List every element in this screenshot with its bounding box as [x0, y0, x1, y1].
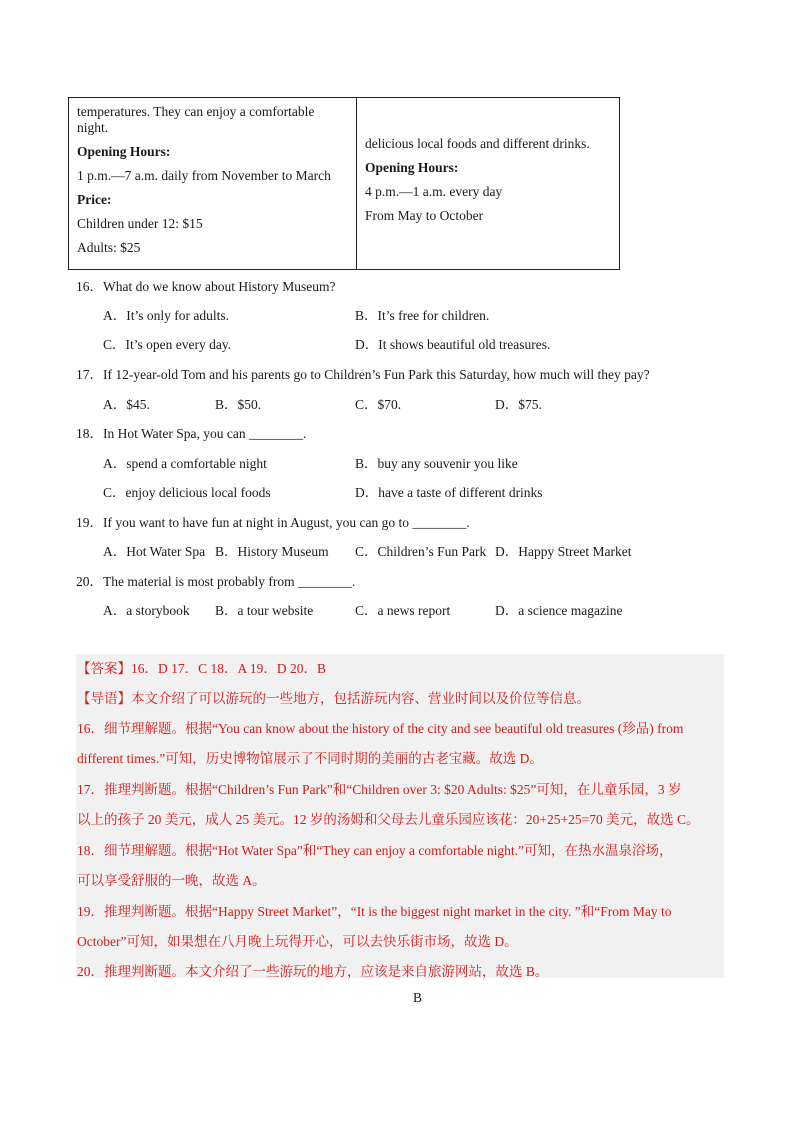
option-18b: B．buy any souvenir you like: [355, 456, 518, 471]
option-20a: A．a storybook: [103, 603, 190, 618]
option-19b: B．History Museum: [215, 544, 329, 559]
opening-hours: 1 p.m.—7 a.m. daily from November to March: [77, 168, 331, 183]
guide-text: 【导语】本文介绍了可以游玩的一些地方，包括游玩内容、营业时间以及价位等信息。: [77, 691, 590, 706]
explanation-18-line1: 18．细节理解题。根据“Hot Water Spa”和“They can enjoy a comfortable night.”可知，在热水温泉浴场，: [77, 843, 673, 858]
explanation-16-line1: 16．细节理解题。根据“You can know about the history of the city and see beautiful old treasures (珍品) from: [77, 721, 684, 736]
section-label: B: [413, 990, 423, 1005]
explanation-17-line1: 17．推理判断题。根据“Children’s Fun Park”和“Children over 3: $20 Adults: $25”可知，在儿童乐园，3 岁: [77, 782, 682, 797]
explanation-19-line1: 19．推理判断题。根据“Happy Street Market”，“It is the biggest night market in the city. ”和“From May to: [77, 904, 672, 919]
option-17c: C．$70.: [355, 397, 402, 412]
season: From May to October: [365, 208, 484, 223]
info-table: [68, 97, 620, 270]
price-adults: Adults: $25: [77, 240, 141, 255]
option-20b: B．a tour website: [215, 603, 314, 618]
option-19c: C．Children’s Fun Park: [355, 544, 487, 559]
opening-hours-label: Opening Hours:: [365, 160, 459, 175]
option-20d: D．a science magazine: [495, 603, 623, 618]
question-18: 18．In Hot Water Spa, you can ________.: [76, 426, 307, 441]
option-20c: C．a news report: [355, 603, 451, 618]
option-19a: A．Hot Water Spa: [103, 544, 206, 559]
table-text: night.: [77, 120, 109, 135]
option-16c: C．It’s open every day.: [103, 337, 232, 352]
option-18d: D．have a taste of different drinks: [355, 485, 543, 500]
opening-hours-label: Opening Hours:: [77, 144, 171, 159]
option-19d: D．Happy Street Market: [495, 544, 632, 559]
table-text: delicious local foods and different drinks.: [365, 136, 590, 151]
option-17b: B．$50.: [215, 397, 262, 412]
question-16: 16．What do we know about History Museum?: [76, 279, 336, 294]
question-17: 17．If 12-year-old Tom and his parents go to Children’s Fun Park this Saturday, how much will they pay?: [76, 367, 650, 382]
table-cell-happy-street-market: [357, 98, 619, 269]
option-18c: C．enjoy delicious local foods: [103, 485, 271, 500]
explanation-19-line2: October”可知，如果想在八月晚上玩得开心，可以去快乐街市场，故选 D。: [77, 934, 518, 949]
explanation-17-line2: 以上的孩子 20 美元，成人 25 美元。12 岁的汤姆和父母去儿童乐园应该花：20+25+25=70 美元，故选 C。: [77, 812, 700, 827]
table-text: temperatures. They can enjoy a comfortable: [77, 104, 315, 119]
option-17a: A．$45.: [103, 397, 150, 412]
price-children: Children under 12: $15: [77, 216, 203, 231]
explanation-16-line2: different times.”可知，历史博物馆展示了不同时期的美丽的古老宝藏。故选 D。: [77, 751, 543, 766]
question-19: 19．If you want to have fun at night in August, you can go to ________.: [76, 515, 470, 530]
option-16a: A．It’s only for adults.: [103, 308, 229, 323]
answer-key: 【答案】16．D 17．C 18．A 19．D 20．B: [77, 661, 327, 676]
option-17d: D．$75.: [495, 397, 542, 412]
question-20: 20．The material is most probably from ________.: [76, 574, 356, 589]
explanation-18-line2: 可以享受舒服的一晚，故选 A。: [77, 873, 266, 888]
opening-hours: 4 p.m.—1 a.m. every day: [365, 184, 503, 199]
option-16d: D．It shows beautiful old treasures.: [355, 337, 551, 352]
price-label: Price:: [77, 192, 112, 207]
table-cell-hot-water-spa: [69, 98, 357, 269]
option-18a: A．spend a comfortable night: [103, 456, 267, 471]
explanation-20: 20．推理判断题。本文介绍了一些游玩的地方，应该是来自旅游网站，故选 B。: [77, 964, 549, 979]
option-16b: B．It’s free for children.: [355, 308, 490, 323]
